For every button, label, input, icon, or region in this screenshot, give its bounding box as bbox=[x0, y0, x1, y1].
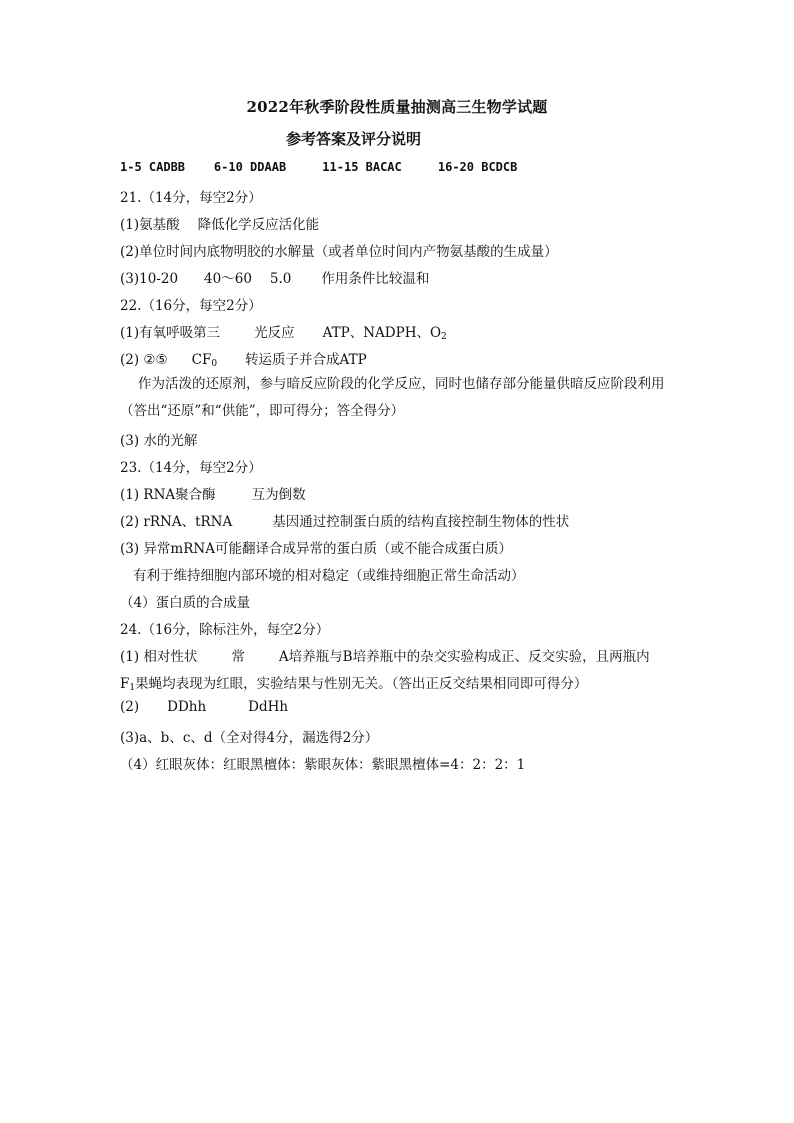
q22-answer-1c-subscript: 2 bbox=[441, 332, 447, 342]
q23-heading: 23.（14分，每空2分） bbox=[120, 460, 262, 476]
q24-answer-1a: (1) 相对性状 bbox=[120, 649, 198, 665]
multiple-choice-answers: 1-5 CADBB 6-10 DDAAB 11-15 BACAC 16-20 BCDCB bbox=[120, 160, 518, 174]
q24-answer-2b: DDhh bbox=[167, 699, 207, 715]
q22-answer-2b: CF bbox=[191, 352, 212, 368]
q24-answer-1d: 果蝇均表现为红眼，实验结果与性别无关。（答出正反交结果相同即可得分） bbox=[135, 676, 588, 692]
q22-heading: 22.（16分，每空2分） bbox=[120, 298, 262, 314]
q21-answer-1a: (1)氨基酸 bbox=[120, 217, 180, 233]
page-title: 2022年秋季阶段性质量抽测高三生物学试题 bbox=[246, 98, 548, 116]
q22-answer-1 bbox=[120, 321, 447, 342]
q23-answer-1a: (1) RNA聚合酶 bbox=[120, 487, 216, 503]
q24-answer-1d-prefix: F bbox=[120, 676, 130, 692]
q22-answer-2c: 转运质子并合成ATP bbox=[245, 352, 367, 368]
q21-answer-1 bbox=[120, 213, 319, 233]
q22-answer-2d: 作为活泼的还原剂，参与暗反应阶段的化学反应，同时也储存部分能量供暗反应阶段利用（答出“还原”和“供能”，即可得分；答全得分） bbox=[120, 376, 665, 419]
q23-answer-2 bbox=[120, 510, 569, 530]
page-subtitle: 参考答案及评分说明 bbox=[286, 130, 422, 148]
q23-answer-2a: (2) rRNA、tRNA bbox=[120, 514, 233, 530]
q21-answer-3a: (3)10-20 bbox=[120, 271, 179, 287]
q21-answer-3d: 作用条件比较温和 bbox=[321, 271, 430, 287]
q23-answer-2b: 基因通过控制蛋白质的结构直接控制生物体的性状 bbox=[272, 514, 570, 530]
q22-answer-1c: ATP、NADPH、O bbox=[322, 325, 442, 341]
q23-answer-3b: 有利于维持细胞内部环境的相对稳定（或维持细胞正常生命活动） bbox=[133, 568, 525, 584]
q24-answer-1c: A培养瓶与B培养瓶中的杂交实验构成正、反交实验，且两瓶内 bbox=[278, 649, 650, 665]
q21-answer-3b: 40～60 bbox=[204, 271, 252, 287]
q24-heading: 24.（16分，除标注外，每空2分） bbox=[120, 622, 330, 638]
q22-answer-2a: (2) ②⑤ bbox=[120, 352, 168, 368]
q22-answer-2 bbox=[120, 348, 367, 369]
q21-answer-3 bbox=[120, 267, 429, 287]
q23-answer-4: （4）蛋白质的合成量 bbox=[120, 595, 251, 611]
q22-answer-1b: 光反应 bbox=[254, 325, 295, 341]
q24-answer-1 bbox=[120, 645, 650, 665]
q22-answer-1a: (1)有氧呼吸第三 bbox=[120, 325, 221, 341]
q24-answer-1d-subscript: 1 bbox=[129, 683, 136, 693]
q24-answer-3: (3)a、b、c、d（全对得4分，漏选得2分） bbox=[120, 730, 379, 746]
q24-answer-1-cont bbox=[120, 672, 587, 693]
q24-answer-1b: 常 bbox=[231, 649, 245, 665]
q23-answer-1b: 互为倒数 bbox=[251, 487, 306, 503]
q24-answer-2a: (2) bbox=[120, 699, 140, 715]
q24-answer-2 bbox=[120, 699, 288, 715]
q23-answer-1 bbox=[120, 483, 306, 503]
q21-heading: 21.（14分，每空2分） bbox=[120, 190, 262, 206]
q21-answer-1b: 降低化学反应活化能 bbox=[197, 217, 320, 233]
q22-answer-3: (3) 水的光解 bbox=[120, 433, 198, 449]
q21-answer-2: (2)单位时间内底物明胶的水解量（或者单位时间内产物氨基酸的生成量） bbox=[120, 244, 558, 260]
q21-answer-3c: 5.0 bbox=[269, 271, 292, 287]
q22-answer-2b-subscript: 0 bbox=[211, 359, 218, 369]
q23-answer-3a: (3) 异常mRNA可能翻译合成异常的蛋白质（或不能合成蛋白质） bbox=[120, 541, 512, 557]
q24-answer-4: （4）红眼灰体：红眼黑檀体：紫眼灰体：紫眼黑檀体=4：2：2：1 bbox=[120, 757, 526, 773]
q24-answer-2c: DdHh bbox=[248, 699, 289, 715]
